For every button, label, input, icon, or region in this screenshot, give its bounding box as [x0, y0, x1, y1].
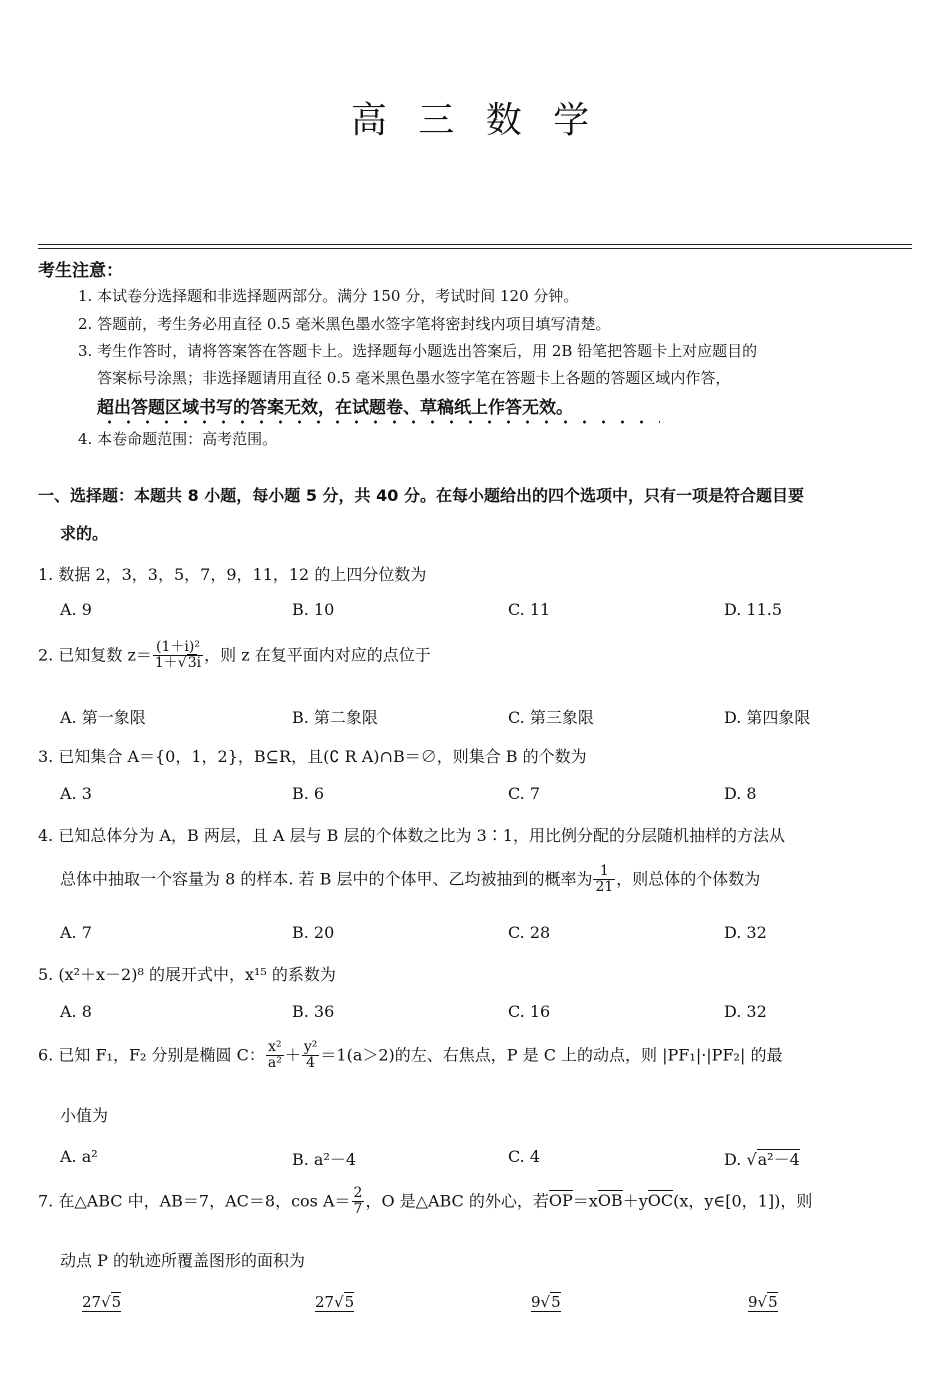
q6-fraction-y: [302, 1040, 320, 1072]
q7-d-radicand: 5: [768, 1293, 778, 1311]
q4-option-d: D. 32: [724, 923, 767, 942]
q7-a-coef: 27: [82, 1293, 102, 1311]
q3-option-a: A. 3: [60, 784, 92, 803]
q1-option-a: A. 9: [60, 600, 92, 619]
q3-option-b: B. 6: [292, 784, 325, 803]
q6-option-d-radicand: a²－4: [757, 1150, 800, 1169]
q5-option-d: D. 32: [724, 1002, 767, 1021]
q7-numerator: 2: [353, 1185, 363, 1201]
q1-option-d: D. 11.5: [724, 600, 783, 619]
q7-mid: ，O 是△ABC 的外心，若: [365, 1191, 549, 1211]
q4-line2-post: ，则总体的个体数为: [616, 869, 761, 889]
q7-eq: ＝x: [572, 1191, 598, 1211]
notice-item-1: 1. 本试卷分选择题和非选择题两部分。满分 150 分，考试时间 120 分钟。: [78, 287, 579, 305]
q7-option-c: [531, 1292, 561, 1311]
q2-post: ，则 z 在复平面内对应的点位于: [204, 645, 431, 665]
q6-option-a: A. a²: [60, 1147, 98, 1166]
q5-option-a: A. 8: [60, 1002, 92, 1021]
q4-numerator: 1: [593, 864, 615, 880]
page-title: 高 三 数 学: [350, 100, 600, 141]
notice-item-4: 4. 本卷命题范围：高考范围。: [78, 430, 278, 448]
q7-pre: 7. 在△ABC 中，AB＝7，AC＝8，cos A＝: [38, 1191, 351, 1211]
emphasis-dots: [100, 419, 660, 425]
section-heading: 一、选择题：本题共 8 小题，每小题 5 分，共 40 分。在每小题给出的四个选项中，只有一项是符合题目要: [38, 486, 804, 505]
notice-heading: 考生注意：: [38, 261, 123, 281]
q4-fraction: [593, 864, 615, 896]
q7-option-c-numerator: 9√5: [531, 1293, 561, 1311]
q2-numerator: (1＋i)²: [153, 640, 203, 656]
q7-b-coef: 27: [315, 1293, 335, 1311]
q7-plus: ＋y: [622, 1191, 648, 1211]
question-7-stem: [38, 1186, 812, 1218]
q2-option-a: A. 第一象限: [60, 708, 146, 727]
q4-option-b: B. 20: [292, 923, 335, 942]
vector-ob: OB: [597, 1191, 623, 1211]
q7-fraction: [352, 1186, 365, 1218]
question-7-stem-cont: 动点 P 的轨迹所覆盖图形的面积为: [60, 1251, 305, 1270]
notice-item-2: 2. 答题前，考生务必用直径 0.5 毫米黑色墨水签字笔将密封线内项目填写清楚。: [78, 315, 611, 333]
question-4-stem-cont: [60, 864, 760, 896]
q7-a-radicand: 5: [111, 1293, 122, 1311]
q7-b-radicand: 5: [344, 1293, 355, 1311]
question-2-stem: [38, 640, 431, 672]
section-heading-cont: 求的。: [60, 524, 109, 543]
q6-option-d-label: D.: [724, 1150, 747, 1169]
q6-option-b: B. a²－4: [292, 1150, 357, 1169]
q2-fraction: [153, 640, 203, 672]
q4-option-c: C. 28: [508, 923, 551, 942]
question-4-stem: 4. 已知总体分为 A，B 两层，且 A 层与 B 层的个体数之比为 3∶1，用比例分配的分层随机抽样的方法从: [38, 826, 785, 845]
q7-option-d-numerator: 9√5: [748, 1293, 778, 1311]
q2-option-d: D. 第四象限: [724, 708, 811, 727]
q6-option-c: C. 4: [508, 1147, 541, 1166]
q6-num-x: x²: [266, 1040, 284, 1056]
q2-den-post: i: [196, 655, 202, 672]
q2-option-c: C. 第三象限: [508, 708, 594, 727]
q6-num-y: y²: [303, 1039, 318, 1055]
q5-option-c: C. 16: [508, 1002, 551, 1021]
q3-option-d: D. 8: [724, 784, 757, 803]
q2-den-pre: 1＋: [154, 655, 178, 672]
question-1-stem: 1. 数据 2，3，3，5，7，9，11，12 的上四分位数为: [38, 565, 427, 584]
q7-option-d: [748, 1292, 778, 1311]
notice-item-3-cont: 答案标号涂黑；非选择题请用直径 0.5 毫米黑色墨水签字笔在答题卡上各题的答题区域内作答，: [97, 369, 731, 387]
q7-option-a-numerator: 27√5: [82, 1293, 122, 1311]
q6-option-d: D. √a²－4: [724, 1150, 800, 1169]
q6-post: ＝1(a＞2)的左、右焦点，P 是 C 上的动点，则 |PF₁|·|PF₂| 的最: [320, 1045, 783, 1065]
notice-item-3: 3. 考生作答时，请将答案答在答题卡上。选择题每小题选出答案后，用 2B 铅笔把答题卡上对应题目的: [78, 342, 758, 360]
q4-option-a: A. 7: [60, 923, 92, 942]
q5-option-b: B. 36: [292, 1002, 335, 1021]
q2-den-radicand: 3: [187, 655, 197, 672]
q2-pre: 2. 已知复数 z＝: [38, 645, 152, 665]
q1-option-b: B. 10: [292, 600, 335, 619]
q3-option-c: C. 7: [508, 784, 541, 803]
q7-option-b-numerator: 27√5: [315, 1293, 355, 1311]
q7-option-b: [315, 1292, 354, 1311]
divider-line: [38, 248, 912, 249]
q2-denominator: 1＋√3i: [154, 655, 202, 672]
q6-den-x: a²: [267, 1055, 282, 1072]
vector-oc: OC: [647, 1191, 674, 1211]
q4-denominator: 21: [595, 879, 614, 896]
q6-plus: ＋: [284, 1045, 301, 1065]
q6-fraction-x: [266, 1040, 284, 1072]
question-3-stem: 3. 已知集合 A＝{0，1，2}，B⊆R，且(∁ R A)∩B＝∅，则集合 B 的个数为: [38, 747, 587, 766]
question-6-stem-cont: 小值为: [60, 1106, 109, 1125]
q7-c-coef: 9: [531, 1293, 541, 1311]
q2-option-b: B. 第二象限: [292, 708, 378, 727]
notice-item-3-emphasis: 超出答题区域书写的答案无效，在试题卷、草稿纸上作答无效。: [97, 398, 573, 418]
q7-denominator: 7: [353, 1201, 363, 1218]
q6-pre: 6. 已知 F₁，F₂ 分别是椭圆 C：: [38, 1045, 265, 1065]
q7-d-coef: 9: [748, 1293, 758, 1311]
q7-option-a: [82, 1292, 121, 1311]
question-5-stem: 5. (x²＋x－2)⁸ 的展开式中，x¹⁵ 的系数为: [38, 965, 336, 984]
q7-c-radicand: 5: [551, 1293, 561, 1311]
question-6-stem: [38, 1040, 782, 1072]
q6-den-y: 4: [306, 1055, 316, 1072]
divider-line: [38, 244, 912, 245]
q4-line2-pre: 总体中抽取一个容量为 8 的样本. 若 B 层中的个体甲、乙均被抽到的概率为: [60, 869, 593, 889]
q7-post: (x，y∈[0，1])，则: [673, 1191, 813, 1211]
q1-option-c: C. 11: [508, 600, 551, 619]
vector-op: OP: [548, 1191, 573, 1211]
